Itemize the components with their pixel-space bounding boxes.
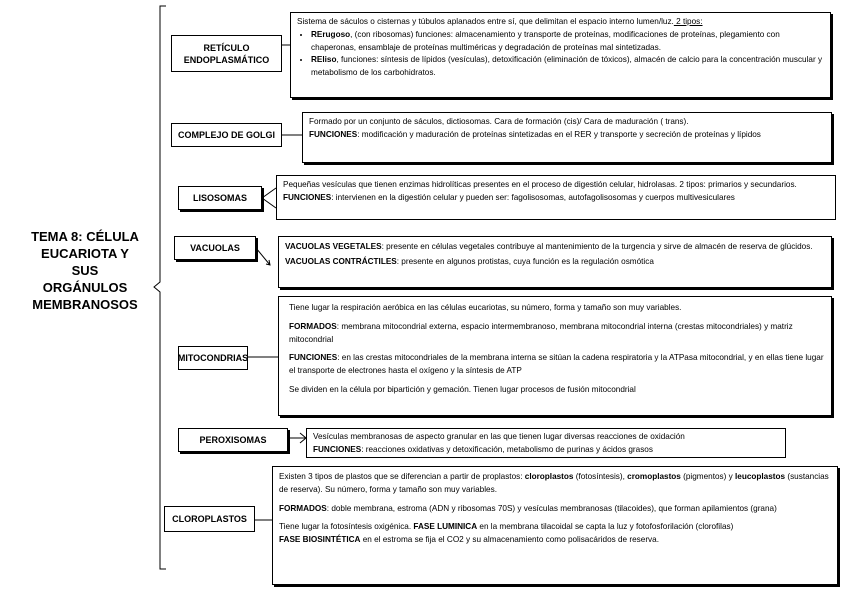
main-brace <box>154 6 166 569</box>
text: : doble membrana, estroma (ADN y ribosomas 70S) y vesículas membranosas (tilacoides), que forman apilamientos (grana) <box>326 503 777 513</box>
arrow-peroxisomas <box>288 433 306 443</box>
text: Tiene lugar la fotosíntesis oxigénica. <box>279 522 414 532</box>
label-text: ENDOPLASMÁTICO <box>183 54 270 65</box>
text: : presente en algunos protistas, cuya función es la regulación osmótica <box>396 256 654 266</box>
term: FASE LUMINICA <box>413 522 478 532</box>
box-reticulo <box>290 12 831 98</box>
title-line: EUCARIOTA Y <box>41 246 129 261</box>
box-lisosomas <box>276 175 836 220</box>
term: cloroplastos <box>524 472 574 481</box>
title-line: TEMA 8: CÉLULA <box>31 229 139 244</box>
text: : presente en células vegetales contribuye al mantenimiento de la turgencia y sirve de almacén de reserva de glúcidos. <box>381 242 813 251</box>
title-line: SUS <box>71 263 99 278</box>
label-lisosomas: LISOSOMAS <box>178 186 262 210</box>
box-peroxisomas <box>306 428 786 458</box>
label-mitocondrias: MITOCONDRIAS <box>178 346 248 370</box>
term: FUNCIONES <box>313 444 362 454</box>
title-line: MEMBRANOSOS <box>32 297 138 312</box>
label-reticulo <box>171 35 282 72</box>
box-mitocondrias <box>278 296 832 416</box>
text: (pigmentos) y <box>680 472 736 481</box>
text: en la membrana tilacoidal se capta la luz y fotofosforilación (clorofilas) <box>477 522 734 532</box>
label-golgi: COMPLEJO DE GOLGI <box>171 123 282 147</box>
text: Vesículas membranosas de aspecto granular en las que tienen lugar diversas reacciones de oxidación <box>313 432 685 441</box>
term: FUNCIONES <box>309 129 358 139</box>
text: : en las crestas mitocondriales de la membrana interna se sitúan la cadena respiratoria y la ATPasa mitocondrial, y en ellas tiene lugar el transporte de electrones hasta el oxígeno y la síntesis de ATP <box>289 353 824 376</box>
main-title <box>20 228 150 313</box>
text: , funciones: síntesis de lípidos (vesículas), detoxificación (eliminación de tóxicos), almacén de calcio para la concentración muscular y metabolismo de los carbohidratos. <box>311 55 823 78</box>
text: (sustancias de reserva). Su número, forma y tamaño son muy variables. <box>279 472 829 494</box>
text: , (con ribosomas) funciones: almacenamiento y transporte de proteínas, modificaciones de proteínas, plegamiento con chaperonas, ensamblaje de proteínas multiméricas y degradación de proteínas mal sintetizadas. <box>311 29 780 52</box>
term: VACUOLAS CONTRÁCTILES <box>285 256 397 266</box>
text: Tiene lugar la respiración aeróbica en las células eucariotas, su número, forma y tamaño son muy variables. <box>289 303 682 312</box>
text: Existen 3 tipos de plastos que se diferencian a partir de proplastos: <box>279 472 525 481</box>
term: FUNCIONES <box>283 192 332 202</box>
text: (fotosíntesis), <box>573 472 628 481</box>
term: FORMADOS <box>279 503 327 513</box>
term: VACUOLAS VEGETALES <box>285 242 382 251</box>
label-vacuolas: VACUOLAS <box>174 236 256 260</box>
text: Se dividen en la célula por bipartición y gemación. Tienen lugar procesos de fusión mitocondrial <box>289 384 636 394</box>
text: Pequeñas vesículas que tienen enzimas hidrolíticas presentes en el proceso de digestión celular, hidrolasas. 2 tipos: primarios y secundarios. <box>283 180 797 189</box>
term: REliso <box>311 55 337 65</box>
text: 2 tipos: <box>673 17 703 26</box>
text: Sistema de sáculos o cisternas y túbulos aplanados entre sí, que delimitan el espacio interno lumen/luz. <box>297 17 674 26</box>
label-cloroplastos: CLOROPLASTOS <box>164 506 255 532</box>
arrow-lisosomas <box>262 188 276 208</box>
text: : intervienen en la digestión celular y pueden ser: fagolisosomas, autofagolisosomas y cuerpos multivesiculares <box>331 192 735 202</box>
term: leucoplastos <box>735 472 786 481</box>
text: : reacciones oxidativas y detoxificación, metabolismo de purinas y ácidos grasos <box>361 444 653 454</box>
text: en el estroma se fija el CO2 y su almacenamiento como polisacáridos de reserva. <box>360 535 659 545</box>
label-text: RETÍCULO <box>203 42 250 53</box>
term: cromoplastos <box>627 472 681 481</box>
label-peroxisomas: PEROXISOMAS <box>178 428 288 452</box>
arrow-vacuolas <box>256 248 270 265</box>
text: : membrana mitocondrial externa, espacio intermembranoso, membrana mitocondrial interna (crestas mitocondriales) y matriz mitocondrial <box>289 321 793 344</box>
box-cloroplastos <box>272 466 838 585</box>
box-golgi <box>302 112 832 163</box>
title-line: ORGÁNULOS <box>42 280 128 295</box>
box-vacuolas <box>278 236 832 288</box>
term: FORMADOS <box>289 321 337 331</box>
term: FUNCIONES <box>289 353 338 363</box>
term: FASE BIOSINTÉTICA <box>279 535 361 545</box>
term: RErugoso <box>311 29 351 39</box>
text: Formado por un conjunto de sáculos, dictiosomas. Cara de formación (cis)/ Cara de maduración ( trans). <box>309 117 689 126</box>
text: : modificación y maduración de proteínas sintetizadas en el RER y transporte y secreción de proteínas y lípidos <box>357 129 761 139</box>
